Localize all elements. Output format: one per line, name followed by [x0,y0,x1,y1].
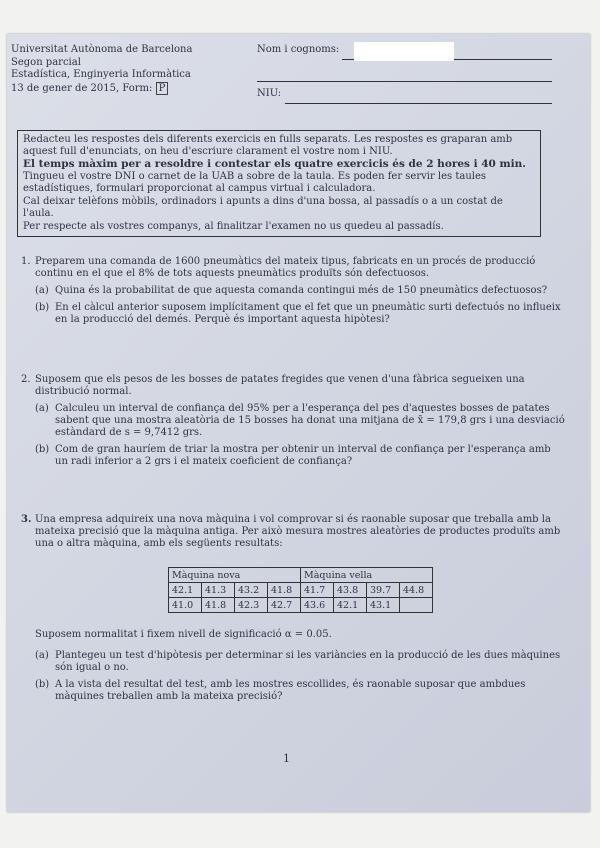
question-number: 2. [21,374,31,385]
table-row [169,583,433,598]
part-text: Com de gran hauríem de triar la mostra per obtenir un interval de confiança per l'esperança amb un radi inferior a 2 grs i el mateix coeficient de confiança? [55,444,551,467]
table-cell: 42.1 [169,583,202,598]
question-part-b [35,444,566,468]
question-part-b [35,679,566,703]
table-cell [400,598,433,613]
question-3-parts [21,629,566,703]
header-old-machine: Màquina vella [301,568,433,583]
course-name: Estadística, Enginyeria Informàtica [11,69,191,80]
table-cell: 41.8 [202,598,235,613]
question-part-b [35,302,566,326]
student-info [257,42,557,108]
table-header-row [169,568,433,583]
exam-sheet [7,34,590,812]
date-form-label: 13 de gener de 2015, Form: [11,82,153,94]
question-part-a [35,285,566,297]
question-number: 3. [21,514,32,525]
table-cell: 43.6 [301,598,334,613]
instruction-time: El temps màxim per a resoldre i contestar els quatre exercicis és de 2 hores i 40 min. [23,157,526,170]
niu-underline [285,103,552,104]
niu-row [257,86,557,108]
table-cell: 43.2 [235,583,268,598]
table-row [169,598,433,613]
redacted-name [354,42,454,61]
blank-row [257,64,557,86]
name-row [257,42,557,64]
part-text: En el càlcul anterior suposem implícitament que el fet que un pneumàtic surti defectuós no influeix en la producció del demés. Perquè és important aquesta hipòtesi? [55,302,561,325]
university-header [11,44,192,95]
part-text: Plantegeu un test d'hipòtesis per determinar si les variàncies en la producció de les dues màquines són igual o no. [55,650,561,673]
part-label: (b) [35,302,50,313]
blank-underline [257,81,552,82]
date-line [11,82,192,96]
part-label: (a) [35,650,49,661]
part-label: (a) [35,403,49,414]
question-number: 1. [21,256,31,267]
part-text: A la vista del resultat del test, amb les mostres escollides, és raonable suposar que ambdues màquines treballen amb la mateixa precisió? [55,679,526,702]
instruction-answers: Redacteu les respostes dels diferents exercicis en fulls separats. Les respostes es graparan amb aquest full d'enunciats, on heu d'escriure clarament el vostre nom i NIU. [23,134,513,157]
machines-table [168,567,433,613]
question-part-a [35,650,566,674]
table-cell: 44.8 [400,583,433,598]
question-3 [21,514,566,550]
table-cell: 41.8 [268,583,301,598]
table-cell: 39.7 [367,583,400,598]
table-cell: 43.8 [334,583,367,598]
table-cell: 43.1 [367,598,400,613]
instruction-devices: Cal deixar telèfons mòbils, ordinadors i apunts a dins d'una bossa, al passadís o a un costat de l'aula. [23,195,503,219]
university-name: Universitat Autònoma de Barcelona [11,44,193,55]
instruction-id: Tingueu el vostre DNI o carnet de la UAB a sobre de la taula. Es poden fer servir les taules estadístiques, formulari proporcionat al campus virtual i calculadora. [23,171,487,195]
name-label: Nom i cognoms: [257,44,340,55]
instruction-respect: Per respecte als vostres companys, al finalitzar l'examen no us quedeu al passadís. [23,220,444,232]
normality-assumption: Suposem normalitat i fixem nivell de significació α = 0.05. [35,629,332,640]
table-cell: 41.7 [301,583,334,598]
question-stem: Suposem que els pesos de les bosses de patates fregides que venen d'una fàbrica segueixen una distribució normal. [35,374,525,397]
part-label: (b) [35,679,50,690]
table-cell: 42.7 [268,598,301,613]
header-new-machine: Màquina nova [169,568,301,583]
form-letter-box: P [156,82,169,95]
question-2 [21,374,566,468]
question-1 [21,256,566,326]
instructions-box [17,130,541,237]
niu-label: NIU: [257,88,282,99]
page-number: 1 [283,752,290,765]
part-label: (b) [35,444,50,455]
part-text: Calculeu un interval de confiança del 95% per a l'esperança del pes d'aquestes bosses de patates sabent que una mostra aleatòria de 15 bosses ha donat una mitjana de x̄ = 179,8 grs i una desviació estàndard de s = 9,7412 grs. [55,403,565,438]
question-stem: Preparem una comanda de 1600 pneumàtics del mateix tipus, fabricats en un procés de producció continu en el que el 8% de tots aquests pneumàtics produïts són defectuosos. [35,256,536,279]
table-cell: 41.0 [169,598,202,613]
exam-title: Segon parcial [11,56,81,68]
part-text: Quina és la probabilitat de que aquesta comanda contingui més de 150 pneumàtics defectuosos? [55,285,548,296]
table-cell: 41.3 [202,583,235,598]
part-label: (a) [35,285,49,296]
table-cell: 42.1 [334,598,367,613]
question-stem: Una empresa adquireix una nova màquina i vol comprovar si és raonable suposar que treballa amb la mateixa precisió que la màquina antiga. Per això mesura mostres aleatòries de productes produïts amb una o altra màquina, amb els següents resultats: [35,514,561,549]
question-part-a [35,403,566,439]
table-cell: 42.3 [235,598,268,613]
